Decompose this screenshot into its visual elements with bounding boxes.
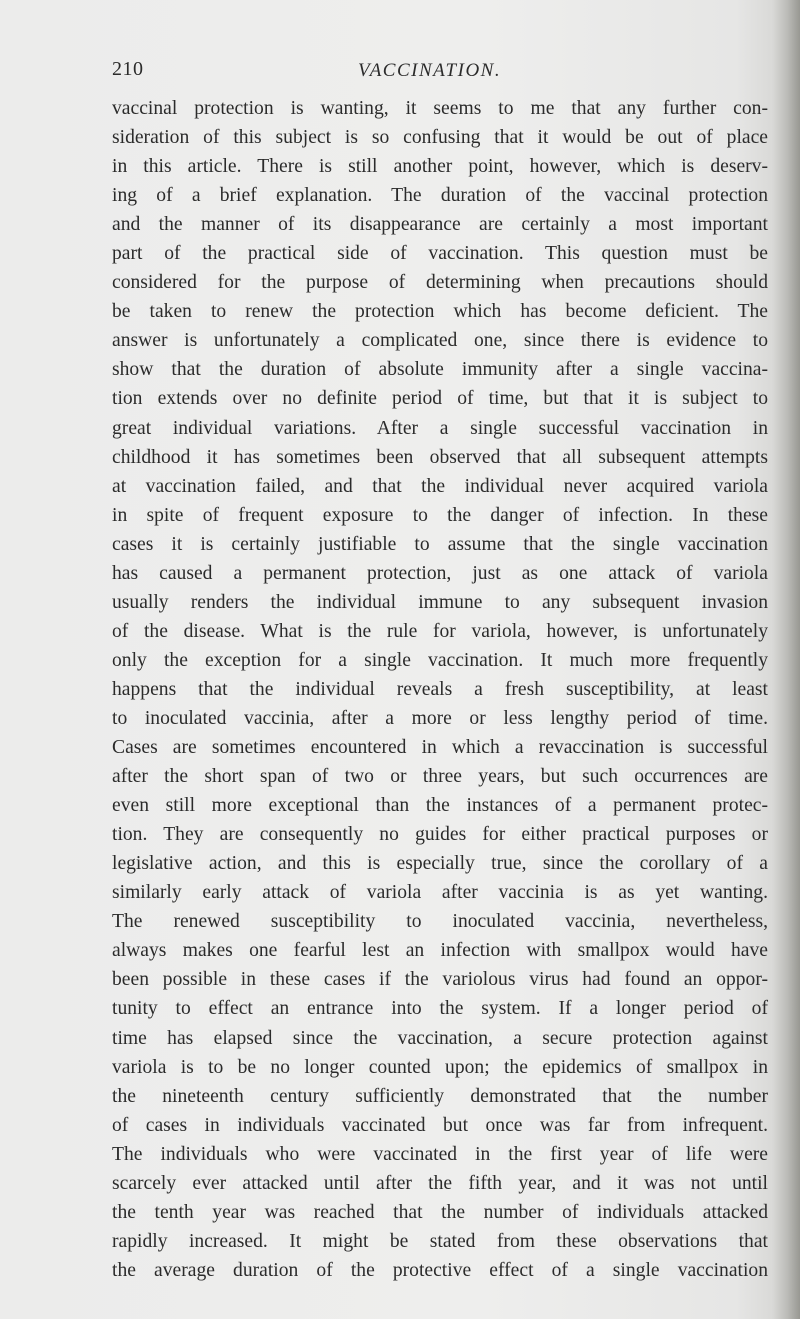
text-line: to inoculated vaccinia, after a more or less lengthy period of time. bbox=[112, 707, 768, 729]
text-line: show that the duration of absolute immunity after a single vaccina- bbox=[112, 359, 768, 381]
body-text bbox=[112, 94, 768, 1285]
text-line: the average duration of the protective effect of a single vaccination bbox=[112, 1259, 768, 1281]
text-line: usually renders the individual immune to any subsequent invasion bbox=[112, 591, 768, 613]
text-line: great individual variations. After a single successful vaccination in bbox=[112, 417, 768, 439]
text-line: The individuals who were vaccinated in the first year of life were bbox=[112, 1143, 768, 1165]
text-line: in spite of frequent exposure to the danger of infection. In these bbox=[112, 504, 768, 526]
text-line: Cases are sometimes encountered in which a revaccination is successful bbox=[112, 737, 768, 759]
text-line: of cases in individuals vaccinated but once was far from infrequent. bbox=[112, 1114, 768, 1136]
running-head bbox=[112, 58, 768, 86]
text-line: rapidly increased. It might be stated from these observations that bbox=[112, 1230, 768, 1252]
text-line: of the disease. What is the rule for variola, however, is unfortunately bbox=[112, 620, 768, 642]
text-line: be taken to renew the protection which has become deficient. The bbox=[112, 301, 768, 323]
text-line: been possible in these cases if the variolous virus had found an oppor- bbox=[112, 969, 768, 991]
text-line: tion extends over no definite period of time, but that it is subject to bbox=[112, 388, 768, 410]
text-line: ing of a brief explanation. The duration of the vaccinal protection bbox=[112, 185, 768, 207]
page-number: 210 bbox=[112, 58, 144, 80]
text-line: the tenth year was reached that the number of individuals attacked bbox=[112, 1201, 768, 1223]
text-line: at vaccination failed, and that the individual never acquired variola bbox=[112, 475, 768, 497]
text-line: vaccinal protection is wanting, it seems to me that any further con- bbox=[112, 98, 768, 119]
text-line: even still more exceptional than the instances of a permanent protec- bbox=[112, 795, 768, 817]
text-line: similarly early attack of variola after vaccinia is as yet wanting. bbox=[112, 882, 768, 904]
text-line: cases it is certainly justifiable to assume that the single vaccination bbox=[112, 533, 768, 555]
text-line: sideration of this subject is so confusing that it would be out of place bbox=[112, 127, 768, 149]
text-line: the nineteenth century sufficiently demonstrated that the number bbox=[112, 1085, 768, 1107]
text-line: scarcely ever attacked until after the fifth year, and it was not until bbox=[112, 1172, 768, 1194]
text-line: always makes one fearful lest an infection with smallpox would have bbox=[112, 940, 768, 962]
text-line: The renewed susceptibility to inoculated vaccinia, nevertheless, bbox=[112, 911, 768, 933]
text-line: after the short span of two or three years, but such occurrences are bbox=[112, 766, 768, 788]
text-line: answer is unfortunately a complicated one, since there is evidence to bbox=[112, 330, 768, 352]
text-line: time has elapsed since the vaccination, a secure protection against bbox=[112, 1027, 768, 1049]
text-line: happens that the individual reveals a fresh susceptibility, at least bbox=[112, 678, 768, 700]
text-line: has caused a permanent protection, just as one attack of variola bbox=[112, 562, 768, 584]
text-line: variola is to be no longer counted upon; the epidemics of smallpox in bbox=[112, 1056, 768, 1078]
running-title: VACCINATION. bbox=[358, 60, 502, 81]
text-line: in this article. There is still another point, however, which is deserv- bbox=[112, 156, 768, 178]
text-line: considered for the purpose of determining when precautions should bbox=[112, 272, 768, 294]
text-line: legislative action, and this is especially true, since the corollary of a bbox=[112, 853, 768, 875]
text-line: part of the practical side of vaccination. This question must be bbox=[112, 243, 768, 265]
text-line: only the exception for a single vaccination. It much more frequently bbox=[112, 649, 768, 671]
text-line: tunity to effect an entrance into the system. If a longer period of bbox=[112, 998, 768, 1020]
text-line: tion. They are consequently no guides for either practical purposes or bbox=[112, 824, 768, 846]
spine-shadow bbox=[772, 0, 800, 1319]
text-line: and the manner of its disappearance are certainly a most important bbox=[112, 214, 768, 236]
text-line: childhood it has sometimes been observed that all subsequent attempts bbox=[112, 446, 768, 468]
